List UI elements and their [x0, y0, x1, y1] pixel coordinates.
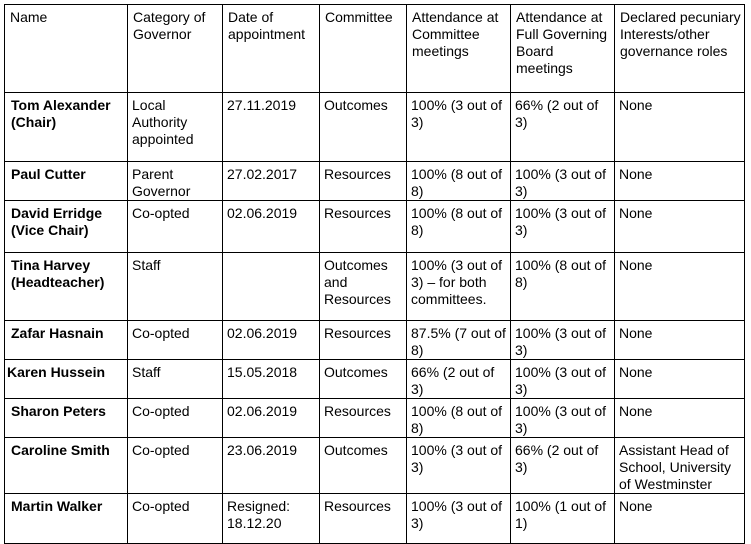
governor-name: Martin Walker — [5, 494, 128, 544]
governor-name: Caroline Smith — [5, 438, 128, 494]
declared-interests: None — [615, 162, 745, 201]
committee-attendance: 100% (8 out of 8) — [407, 399, 511, 438]
committee-attendance: 100% (3 out of 3) — [407, 93, 511, 162]
appointment-date: 15.05.2018 — [223, 360, 320, 399]
committee-attendance: 100% (3 out of 3) – for both committees. — [407, 253, 511, 321]
header-interests: Declared pecuniary Interests/other governance roles — [615, 5, 745, 93]
board-attendance: 100% (3 out of 3) — [511, 321, 615, 360]
governor-category: Co-opted — [128, 399, 223, 438]
table-row — [5, 201, 745, 253]
committee: Resources — [320, 162, 407, 201]
governor-category: Parent Governor — [128, 162, 223, 201]
governors-table — [4, 4, 745, 544]
governor-category: Co-opted — [128, 438, 223, 494]
committee: Outcomes — [320, 438, 407, 494]
committee-attendance: 100% (3 out of 3) — [407, 438, 511, 494]
appointment-date — [223, 253, 320, 321]
appointment-date: 27.11.2019 — [223, 93, 320, 162]
header-category: Category of Governor — [128, 5, 223, 93]
committee: Outcomes — [320, 360, 407, 399]
appointment-date: 02.06.2019 — [223, 201, 320, 253]
board-attendance: 100% (3 out of 3) — [511, 399, 615, 438]
declared-interests: Assistant Head of School, University of Westminster — [615, 438, 745, 494]
header-row — [5, 5, 745, 93]
committee: Resources — [320, 321, 407, 360]
header-committee: Committee — [320, 5, 407, 93]
governor-category: Staff — [128, 360, 223, 399]
governor-name: Tina Harvey (Headteacher) — [5, 253, 128, 321]
board-attendance: 100% (3 out of 3) — [511, 201, 615, 253]
governor-name: Karen Hussein — [5, 360, 128, 399]
governor-category: Co-opted — [128, 494, 223, 544]
committee-attendance: 100% (8 out of 8) — [407, 201, 511, 253]
table-row — [5, 399, 745, 438]
header-name: Name — [5, 5, 128, 93]
declared-interests: None — [615, 253, 745, 321]
board-attendance: 100% (8 out of 8) — [511, 253, 615, 321]
header-board-attendance: Attendance at Full Governing Board meetings — [511, 5, 615, 93]
governor-name: Sharon Peters — [5, 399, 128, 438]
committee: Resources — [320, 494, 407, 544]
committee-attendance: 100% (3 out of 3) — [407, 494, 511, 544]
board-attendance: 66% (2 out of 3) — [511, 438, 615, 494]
header-committee-attendance: Attendance at Committee meetings — [407, 5, 511, 93]
declared-interests: None — [615, 321, 745, 360]
committee: Outcomes — [320, 93, 407, 162]
governor-category: Co-opted — [128, 321, 223, 360]
header-date: Date of appointment — [223, 5, 320, 93]
declared-interests: None — [615, 360, 745, 399]
table-row — [5, 321, 745, 360]
declared-interests: None — [615, 399, 745, 438]
table-row — [5, 93, 745, 162]
table-row — [5, 360, 745, 399]
table-row — [5, 438, 745, 494]
board-attendance: 100% (1 out of 1) — [511, 494, 615, 544]
table-row — [5, 253, 745, 321]
appointment-date: 23.06.2019 — [223, 438, 320, 494]
governor-category: Co-opted — [128, 201, 223, 253]
committee: Resources — [320, 201, 407, 253]
governor-name: Zafar Hasnain — [5, 321, 128, 360]
declared-interests: None — [615, 201, 745, 253]
board-attendance: 100% (3 out of 3) — [511, 360, 615, 399]
committee-attendance: 100% (8 out of 8) — [407, 162, 511, 201]
governor-name-text: David Erridge (Vice Chair) — [11, 205, 103, 238]
table-row — [5, 162, 745, 201]
governor-name — [5, 201, 128, 253]
board-attendance: 100% (3 out of 3) — [511, 162, 615, 201]
governor-name: Tom Alexander (Chair) — [5, 93, 128, 162]
board-attendance: 66% (2 out of 3) — [511, 93, 615, 162]
committee-attendance: 87.5% (7 out of 8) — [407, 321, 511, 360]
declared-interests: None — [615, 494, 745, 544]
committee-attendance: 66% (2 out of 3) — [407, 360, 511, 399]
governor-name: Paul Cutter — [5, 162, 128, 201]
appointment-date: 02.06.2019 — [223, 399, 320, 438]
declared-interests: None — [615, 93, 745, 162]
appointment-date: Resigned: 18.12.20 — [223, 494, 320, 544]
governor-category: Local Authority appointed — [128, 93, 223, 162]
governor-category: Staff — [128, 253, 223, 321]
appointment-date: 02.06.2019 — [223, 321, 320, 360]
committee: Outcomes and Resources — [320, 253, 407, 321]
committee: Resources — [320, 399, 407, 438]
table-row — [5, 494, 745, 544]
appointment-date: 27.02.2017 — [223, 162, 320, 201]
